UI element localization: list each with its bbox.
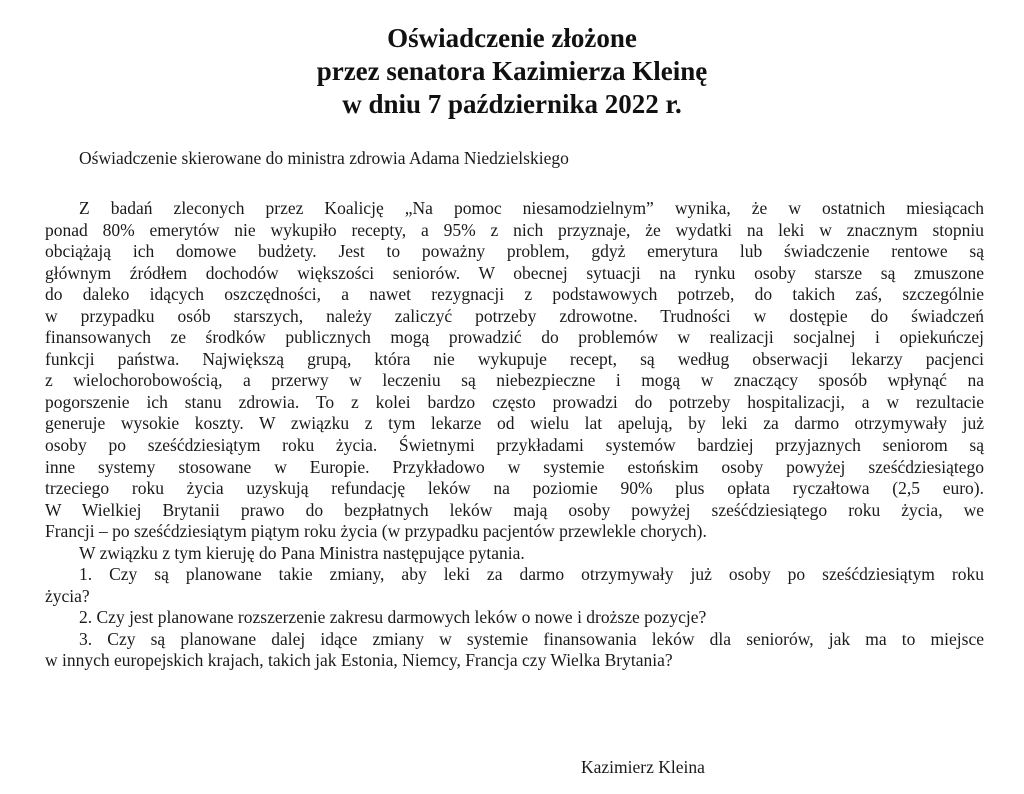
question-2 [45, 607, 984, 629]
question-1 [45, 564, 984, 607]
paragraph-line: głównym źródłem dochodów większości seniorów. W obecnej sytuacji na rynku osoby starsze są zmuszone [45, 262, 984, 283]
document-title [0, 22, 1024, 121]
title-line-2: przez senatora Kazimierza Kleinę [316, 56, 708, 86]
paragraph-line: w przypadku osób starszych, należy zaliczyć potrzeby zdrowotne. Trudności w dostępie do świadczeń [45, 305, 984, 326]
main-paragraph [45, 198, 984, 543]
paragraph-line: ponad 80% emerytów nie wykupiło recepty, a 95% z nich przyznaje, że wydatki na leki w znacznym stopniu [45, 219, 984, 240]
paragraph-line: Francji – po sześćdziesiątym piątym roku życia (w przypadku pacjentów przewlekle chorych). [45, 521, 707, 542]
statement-body [45, 198, 984, 672]
question-3 [45, 629, 984, 672]
paragraph-line: generuje wysokie koszty. W związku z tym lekarze od wielu lat apelują, by leki za darmo otrzymywały już [45, 413, 984, 434]
question-line: w innych europejskich krajach, takich jak Estonia, Niemcy, Francja czy Wielka Brytania? [45, 650, 673, 671]
paragraph-line: funkcji państwa. Największą grupą, która nie wykupuje recept, są według obserwacji lekarzy pacjenci [45, 348, 984, 369]
title-line-3: w dniu 7 października 2022 r. [342, 89, 682, 119]
paragraph-line: pogorszenie ich stanu zdrowia. To z kolei bardzo często prowadzi do potrzeby hospitalizacji, a w rezultacie [45, 391, 984, 412]
paragraph-line: z wielochorobowością, a przerwy w leczeniu są niebezpieczne i mogą w znaczący sposób wpłynąć na [45, 370, 984, 391]
paragraph-line: osoby po sześćdziesiątym roku życia. Świetnymi przykładami systemów bardziej przyjaznych seniorom są [45, 435, 984, 456]
paragraph-line: do daleko idących oszczędności, a nawet rezygnacji z podstawowych potrzeb, do takich zaś, szczególnie [45, 284, 984, 305]
addressee-line: Oświadczenie skierowane do ministra zdrowia Adama Niedzielskiego [79, 148, 569, 168]
questions-intro: W związku z tym kieruję do Pana Ministra następujące pytania. [79, 542, 525, 563]
question-line: 3. Czy są planowane dalej idące zmiany w systemie finansowania leków dla seniorów, jak ma to miejsce [79, 628, 984, 649]
paragraph-line: obciążają ich domowe budżety. Jest to poważny problem, gdyż emerytura lub świadczenie rentowe są [45, 241, 984, 262]
paragraph-line: inne systemy stosowane w Europie. Przykładowo w systemie estońskim osoby powyżej sześćdziesiątego [45, 456, 984, 477]
title-line-1: Oświadczenie złożone [387, 23, 637, 53]
signature: Kazimierz Kleina [581, 757, 705, 777]
question-line: 1. Czy są planowane takie zmiany, aby leki za darmo otrzymywały już osoby po sześćdziesiątym roku [79, 564, 984, 585]
question-line: 2. Czy jest planowane rozszerzenie zakresu darmowych leków o nowe i droższe pozycje? [79, 607, 707, 628]
paragraph-line: trzeciego roku życia uzyskują refundację leków na poziomie 90% plus opłata ryczałtowa (2,5 euro). [45, 478, 984, 499]
paragraph-line: Z badań zleconych przez Koalicję „Na pomoc niesamodzielnym” wynika, że w ostatnich miesiącach [79, 198, 984, 218]
question-line: życia? [45, 585, 90, 606]
paragraph-line: W Wielkiej Brytanii prawo do bezpłatnych leków mają osoby powyżej sześćdziesiątego roku życia, we [45, 499, 984, 520]
paragraph-line: finansowanych ze środków publicznych mogą prowadzić do problemów w realizacji socjalnej i opiekuńczej [45, 327, 984, 348]
